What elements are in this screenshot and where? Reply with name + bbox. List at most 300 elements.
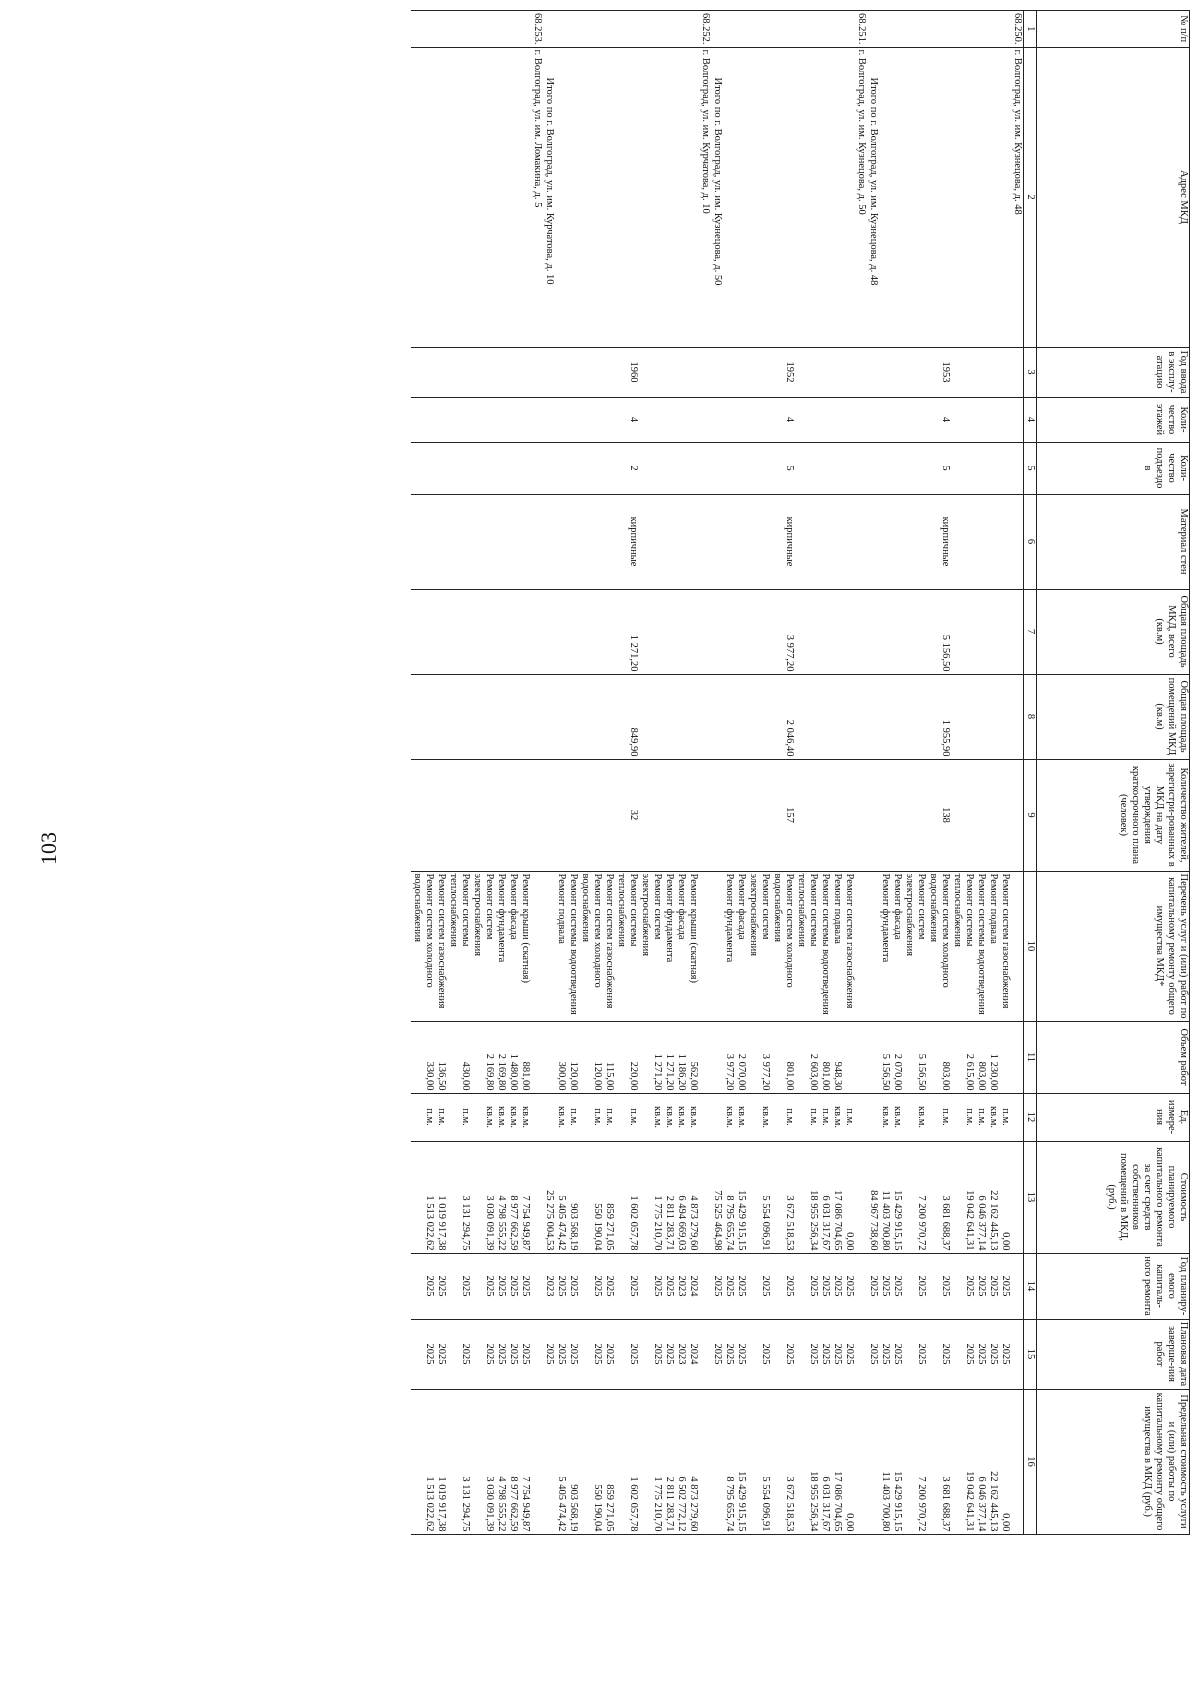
table-row bbox=[687, 11, 699, 1535]
table-cell bbox=[663, 674, 675, 759]
table-row bbox=[951, 11, 975, 1535]
work-unit: кв.м. bbox=[471, 1093, 495, 1141]
work-unit: п.м. bbox=[975, 1093, 987, 1141]
table-cell bbox=[699, 1021, 711, 1093]
house-entrances: 2 bbox=[615, 442, 639, 494]
work-end-year: 2025 bbox=[987, 1319, 999, 1389]
table-cell bbox=[987, 347, 999, 397]
column-header: Год ввода в эксплу-атацию bbox=[1037, 347, 1190, 397]
table-cell bbox=[891, 442, 903, 494]
table-cell bbox=[471, 47, 495, 347]
work-volume: 300,00 bbox=[555, 1021, 567, 1093]
work-max-cost: 903 568,19 bbox=[567, 1389, 579, 1534]
table-cell bbox=[567, 589, 579, 674]
table-cell bbox=[879, 674, 891, 759]
house-walls: кирпичные bbox=[927, 494, 951, 589]
table-row bbox=[567, 11, 579, 1535]
table-cell bbox=[711, 494, 723, 589]
work-cost: 4 798 555,22 bbox=[495, 1141, 507, 1253]
work-unit: кв.м. bbox=[735, 1093, 747, 1141]
table-cell bbox=[603, 442, 615, 494]
table-cell bbox=[687, 674, 699, 759]
work-plan-year: 2025 bbox=[435, 1253, 447, 1319]
work-max-cost: 4 873 279,60 bbox=[687, 1389, 699, 1534]
table-cell bbox=[795, 674, 819, 759]
work-max-cost: 17 086 704,65 bbox=[831, 1389, 843, 1534]
work-max-cost: 3 672 518,53 bbox=[771, 1389, 795, 1534]
column-header: Плановая дата заверше-ния работ bbox=[1037, 1319, 1190, 1389]
house-address: г. Волгоград, ул. им. Ломакина, д. 5 bbox=[531, 47, 543, 347]
work-cost: 15 429 915,15 bbox=[891, 1141, 903, 1253]
table-cell bbox=[795, 347, 819, 397]
house-total-label: Итого по г. Волгоград, ул. им. Кузнецова, д. 50 bbox=[711, 47, 723, 347]
work-max-cost: 1 602 057,78 bbox=[615, 1389, 639, 1534]
table-cell bbox=[855, 871, 867, 1021]
work-end-year: 2025 bbox=[879, 1319, 891, 1389]
house-area-total: 1 271,20 bbox=[615, 589, 639, 674]
table-cell bbox=[675, 674, 687, 759]
column-header: Объем работ bbox=[1037, 1021, 1190, 1093]
column-header: № п/п bbox=[1037, 11, 1190, 48]
table-cell bbox=[675, 759, 687, 871]
work-name: Ремонт систем газоснабжения bbox=[999, 871, 1011, 1021]
table-cell bbox=[951, 674, 975, 759]
table-cell bbox=[639, 759, 663, 871]
table-row bbox=[435, 11, 447, 1535]
work-volume: 2 070,00 bbox=[735, 1021, 747, 1093]
table-cell bbox=[879, 47, 891, 347]
table-cell bbox=[603, 589, 615, 674]
table-cell bbox=[723, 442, 735, 494]
table-cell bbox=[951, 589, 975, 674]
work-name: Ремонт фасада bbox=[507, 871, 519, 1021]
work-unit: кв.м. bbox=[555, 1093, 567, 1141]
table-cell bbox=[687, 759, 699, 871]
table-cell bbox=[999, 11, 1011, 48]
table-cell bbox=[447, 11, 471, 48]
table-row bbox=[519, 11, 531, 1535]
table-cell bbox=[831, 347, 843, 397]
table-cell bbox=[507, 47, 519, 347]
table-cell bbox=[843, 759, 855, 871]
work-plan-year: 2025 bbox=[999, 1253, 1011, 1319]
table-cell bbox=[747, 47, 771, 347]
work-plan-year: 2025 bbox=[507, 1253, 519, 1319]
table-cell bbox=[603, 674, 615, 759]
table-cell bbox=[435, 347, 447, 397]
table-row bbox=[471, 11, 495, 1535]
house-total-year: 2025 bbox=[867, 1253, 879, 1319]
table-cell bbox=[447, 494, 471, 589]
table-row bbox=[723, 11, 735, 1535]
table-cell bbox=[999, 442, 1011, 494]
table-row bbox=[747, 11, 771, 1535]
table-cell bbox=[435, 397, 447, 442]
work-cost: 15 429 915,15 bbox=[735, 1141, 747, 1253]
table-cell bbox=[975, 494, 987, 589]
table-cell bbox=[639, 11, 663, 48]
table-cell bbox=[879, 494, 891, 589]
table-cell bbox=[687, 397, 699, 442]
table-cell bbox=[843, 442, 855, 494]
table-cell bbox=[435, 11, 447, 48]
work-cost: 8 795 655,74 bbox=[723, 1141, 735, 1253]
table-cell bbox=[999, 759, 1011, 871]
work-unit: кв.м. bbox=[891, 1093, 903, 1141]
table-cell bbox=[855, 1253, 867, 1319]
work-end-year: 2025 bbox=[927, 1319, 951, 1389]
work-plan-year: 2025 bbox=[579, 1253, 603, 1319]
table-row bbox=[795, 11, 819, 1535]
table-cell bbox=[1011, 1253, 1024, 1319]
table-cell bbox=[699, 1389, 711, 1534]
work-volume: 2 070,00 bbox=[891, 1021, 903, 1093]
table-cell bbox=[495, 674, 507, 759]
work-plan-year: 2025 bbox=[843, 1253, 855, 1319]
table-row bbox=[543, 11, 555, 1535]
work-plan-year: 2025 bbox=[951, 1253, 975, 1319]
table-cell bbox=[987, 442, 999, 494]
table-cell bbox=[531, 674, 543, 759]
work-unit: кв.м. bbox=[495, 1093, 507, 1141]
table-cell bbox=[519, 589, 531, 674]
work-volume: 430,00 bbox=[447, 1021, 471, 1093]
table-cell bbox=[843, 674, 855, 759]
table-cell bbox=[555, 674, 567, 759]
work-name: Ремонт фундамента bbox=[495, 871, 507, 1021]
table-cell bbox=[543, 871, 555, 1021]
work-cost: 4 873 279,60 bbox=[687, 1141, 699, 1253]
table-cell bbox=[735, 397, 747, 442]
work-max-cost: 1 513 022,62 bbox=[411, 1389, 435, 1534]
table-cell bbox=[435, 589, 447, 674]
work-end-year: 2025 bbox=[951, 1319, 975, 1389]
table-cell bbox=[543, 589, 555, 674]
table-cell bbox=[711, 589, 723, 674]
work-max-cost: 3 131 294,75 bbox=[447, 1389, 471, 1534]
table-cell bbox=[543, 494, 555, 589]
table-cell bbox=[879, 442, 891, 494]
work-cost: 550 190,04 bbox=[579, 1141, 603, 1253]
column-header: Адрес МКД bbox=[1037, 47, 1190, 347]
work-end-year: 2025 bbox=[819, 1319, 831, 1389]
work-unit: кв.м. bbox=[507, 1093, 519, 1141]
work-max-cost: 15 429 915,15 bbox=[891, 1389, 903, 1534]
table-cell bbox=[891, 674, 903, 759]
table-row bbox=[999, 11, 1011, 1535]
table-cell bbox=[519, 674, 531, 759]
table-cell bbox=[531, 759, 543, 871]
table-row bbox=[1011, 11, 1024, 1535]
work-end-year: 2025 bbox=[567, 1319, 579, 1389]
table-row bbox=[531, 11, 543, 1535]
work-volume: 115,00 bbox=[603, 1021, 615, 1093]
table-cell bbox=[543, 674, 555, 759]
work-unit: кв.м. bbox=[879, 1093, 891, 1141]
table-cell bbox=[771, 47, 795, 347]
work-plan-year: 2025 bbox=[723, 1253, 735, 1319]
table-cell bbox=[891, 347, 903, 397]
work-name: Ремонт систем холодного водоснабжения bbox=[927, 871, 951, 1021]
work-volume: 120,00 bbox=[567, 1021, 579, 1093]
work-volume: 801,00 bbox=[771, 1021, 795, 1093]
house-floors: 4 bbox=[615, 397, 639, 442]
work-end-year: 2025 bbox=[735, 1319, 747, 1389]
table-cell bbox=[987, 589, 999, 674]
work-cost: 7 200 970,72 bbox=[903, 1141, 927, 1253]
work-unit: п.м. bbox=[447, 1093, 471, 1141]
row-number: 68.253. bbox=[531, 11, 543, 48]
work-name: Ремонт подвала bbox=[987, 871, 999, 1021]
column-number-row bbox=[1024, 11, 1037, 1535]
work-unit: п.м. bbox=[579, 1093, 603, 1141]
table-cell bbox=[519, 11, 531, 48]
work-volume: 5 156,50 bbox=[879, 1021, 891, 1093]
table-cell bbox=[903, 759, 927, 871]
table-cell bbox=[723, 759, 735, 871]
table-cell bbox=[867, 589, 879, 674]
table-cell bbox=[495, 759, 507, 871]
house-entrances: 5 bbox=[927, 442, 951, 494]
table-cell bbox=[447, 397, 471, 442]
table-cell bbox=[951, 442, 975, 494]
table-cell bbox=[879, 589, 891, 674]
table-cell bbox=[723, 11, 735, 48]
table-cell bbox=[699, 589, 711, 674]
table-cell bbox=[795, 11, 819, 48]
work-cost: 3 681 688,37 bbox=[927, 1141, 951, 1253]
table-cell bbox=[603, 494, 615, 589]
table-cell bbox=[1011, 397, 1024, 442]
table-row bbox=[663, 11, 675, 1535]
work-volume: 2 169,80 bbox=[495, 1021, 507, 1093]
column-header: Общая площадь МКД, всего (кв.м) bbox=[1037, 589, 1190, 674]
work-name: Ремонт системы водоотведения bbox=[819, 871, 831, 1021]
work-volume: 120,00 bbox=[579, 1021, 603, 1093]
table-cell bbox=[495, 589, 507, 674]
work-name: Ремонт крыши (скатная) bbox=[687, 871, 699, 1021]
table-cell bbox=[507, 494, 519, 589]
table-cell bbox=[495, 442, 507, 494]
table-cell bbox=[855, 1021, 867, 1093]
table-cell bbox=[531, 1141, 543, 1253]
table-cell bbox=[831, 759, 843, 871]
work-volume: 136,50 bbox=[435, 1021, 447, 1093]
work-cost: 1 513 022,62 bbox=[411, 1141, 435, 1253]
table-cell bbox=[975, 759, 987, 871]
house-residents: 157 bbox=[771, 759, 795, 871]
work-plan-year: 2025 bbox=[567, 1253, 579, 1319]
column-number: 8 bbox=[1024, 674, 1037, 759]
table-cell bbox=[867, 871, 879, 1021]
work-end-year: 2025 bbox=[579, 1319, 603, 1389]
work-cost: 6 494 669,03 bbox=[675, 1141, 687, 1253]
work-volume: 3 977,20 bbox=[747, 1021, 771, 1093]
table-cell bbox=[747, 589, 771, 674]
work-unit: п.м. bbox=[927, 1093, 951, 1141]
work-plan-year: 2025 bbox=[735, 1253, 747, 1319]
table-cell bbox=[411, 11, 435, 48]
table-cell bbox=[879, 759, 891, 871]
work-unit: кв.м. bbox=[903, 1093, 927, 1141]
work-volume: 2 615,00 bbox=[951, 1021, 975, 1093]
table-cell bbox=[831, 47, 843, 347]
column-number: 2 bbox=[1024, 47, 1037, 347]
work-cost: 22 162 445,13 bbox=[987, 1141, 999, 1253]
table-row bbox=[975, 11, 987, 1535]
work-end-year: 2025 bbox=[663, 1319, 675, 1389]
work-unit: п.м. bbox=[999, 1093, 1011, 1141]
table-cell bbox=[1011, 1021, 1024, 1093]
work-name: Ремонт систем электроснабжения bbox=[747, 871, 771, 1021]
work-max-cost: 6 502 772,12 bbox=[675, 1389, 687, 1534]
table-cell bbox=[543, 442, 555, 494]
table-cell bbox=[639, 397, 663, 442]
work-max-cost: 0,00 bbox=[999, 1389, 1011, 1534]
work-unit: кв.м. bbox=[639, 1093, 663, 1141]
row-number: 68.250. bbox=[1011, 11, 1024, 48]
table-cell bbox=[843, 11, 855, 48]
work-max-cost: 22 162 445,13 bbox=[987, 1389, 999, 1534]
table-cell bbox=[543, 11, 555, 48]
house-area-premises: 1 955,90 bbox=[927, 674, 951, 759]
work-max-cost: 0,00 bbox=[843, 1389, 855, 1534]
work-cost: 2 811 283,71 bbox=[663, 1141, 675, 1253]
table-cell bbox=[699, 1093, 711, 1141]
work-name: Ремонт системы теплоснабжения bbox=[951, 871, 975, 1021]
table-cell bbox=[1011, 442, 1024, 494]
table-cell bbox=[999, 47, 1011, 347]
table-cell bbox=[699, 1141, 711, 1253]
table-cell bbox=[867, 1093, 879, 1141]
table-cell bbox=[603, 347, 615, 397]
table-cell bbox=[639, 674, 663, 759]
work-cost: 8 977 662,59 bbox=[507, 1141, 519, 1253]
table-cell bbox=[567, 47, 579, 347]
table-cell bbox=[603, 47, 615, 347]
table-cell bbox=[903, 589, 927, 674]
house-total-cost: 84 967 738,60 bbox=[867, 1141, 879, 1253]
table-cell bbox=[747, 11, 771, 48]
table-cell bbox=[891, 589, 903, 674]
house-address: г. Волгоград, ул. им. Кузнецова, д. 48 bbox=[1011, 47, 1024, 347]
work-volume: 803,00 bbox=[927, 1021, 951, 1093]
work-max-cost: 3 681 688,37 bbox=[927, 1389, 951, 1534]
house-area-total: 3 977,20 bbox=[771, 589, 795, 674]
table-row bbox=[711, 11, 723, 1535]
table-cell bbox=[687, 11, 699, 48]
work-cost: 1 775 210,70 bbox=[639, 1141, 663, 1253]
table-cell bbox=[543, 397, 555, 442]
table-cell bbox=[567, 11, 579, 48]
column-number: 14 bbox=[1024, 1253, 1037, 1319]
table-cell bbox=[855, 442, 867, 494]
table-cell bbox=[855, 1389, 867, 1534]
column-number: 3 bbox=[1024, 347, 1037, 397]
table-cell bbox=[531, 1319, 543, 1389]
table-cell bbox=[435, 442, 447, 494]
work-name: Ремонт систем газоснабжения bbox=[435, 871, 447, 1021]
work-cost: 19 042 641,31 bbox=[951, 1141, 975, 1253]
work-cost: 3 030 091,39 bbox=[471, 1141, 495, 1253]
table-cell bbox=[411, 397, 435, 442]
table-cell bbox=[903, 47, 927, 347]
table-row bbox=[411, 11, 435, 1535]
work-unit: кв.м. bbox=[987, 1093, 999, 1141]
table-cell bbox=[675, 11, 687, 48]
table-cell bbox=[411, 494, 435, 589]
work-unit: п.м. bbox=[951, 1093, 975, 1141]
table-cell bbox=[735, 442, 747, 494]
work-cost: 859 271,05 bbox=[603, 1141, 615, 1253]
table-cell bbox=[555, 47, 567, 347]
table-cell bbox=[843, 47, 855, 347]
table-cell bbox=[975, 589, 987, 674]
table-cell bbox=[555, 442, 567, 494]
work-volume: 3 977,20 bbox=[723, 1021, 735, 1093]
table-cell bbox=[735, 11, 747, 48]
work-volume bbox=[843, 1021, 855, 1093]
table-cell bbox=[639, 47, 663, 347]
table-cell bbox=[663, 11, 675, 48]
table-row bbox=[615, 11, 639, 1535]
work-end-year: 2025 bbox=[771, 1319, 795, 1389]
column-header: Перечень услуг и (или) работ по капитальному ремонту общего имущества МКД* bbox=[1037, 871, 1190, 1021]
table-cell bbox=[975, 11, 987, 48]
work-volume: 330,00 bbox=[411, 1021, 435, 1093]
table-cell bbox=[891, 397, 903, 442]
work-name: Ремонт крыши (скатная) bbox=[519, 871, 531, 1021]
work-unit: п.м. bbox=[771, 1093, 795, 1141]
work-end-year: 2023 bbox=[675, 1319, 687, 1389]
house-address: г. Волгоград, ул. им. Курчатова, д. 10 bbox=[699, 47, 711, 347]
table-cell bbox=[951, 759, 975, 871]
table-cell bbox=[435, 674, 447, 759]
work-name: Ремонт систем холодного водоснабжения bbox=[411, 871, 435, 1021]
table-cell bbox=[819, 347, 831, 397]
table-cell bbox=[891, 47, 903, 347]
table-cell bbox=[543, 347, 555, 397]
table-cell bbox=[855, 494, 867, 589]
work-max-cost: 5 405 474,42 bbox=[555, 1389, 567, 1534]
work-max-cost: 5 554 096,91 bbox=[747, 1389, 771, 1534]
table-cell bbox=[687, 494, 699, 589]
house-total-end-year: 2025 bbox=[867, 1319, 879, 1389]
table-cell bbox=[927, 47, 951, 347]
work-volume: 1 271,20 bbox=[639, 1021, 663, 1093]
table-cell bbox=[867, 1389, 879, 1534]
table-cell bbox=[735, 759, 747, 871]
table-cell bbox=[795, 397, 819, 442]
table-cell bbox=[507, 759, 519, 871]
work-end-year: 2025 bbox=[555, 1319, 567, 1389]
table-cell bbox=[867, 674, 879, 759]
column-number: 4 bbox=[1024, 397, 1037, 442]
table-cell bbox=[843, 494, 855, 589]
table-cell bbox=[819, 397, 831, 442]
table-cell bbox=[555, 759, 567, 871]
table-cell bbox=[699, 347, 711, 397]
table-cell bbox=[687, 47, 699, 347]
work-volume: 562,00 bbox=[687, 1021, 699, 1093]
column-number: 10 bbox=[1024, 871, 1037, 1021]
table-cell bbox=[495, 397, 507, 442]
column-header: Количество жителей, зарегистри-рованных в МКД на дату утверждения краткосрочного плана (человек) bbox=[1037, 759, 1190, 871]
work-volume: 2 603,00 bbox=[795, 1021, 819, 1093]
table-cell bbox=[747, 442, 771, 494]
table-cell bbox=[819, 759, 831, 871]
work-unit: п.м. bbox=[411, 1093, 435, 1141]
